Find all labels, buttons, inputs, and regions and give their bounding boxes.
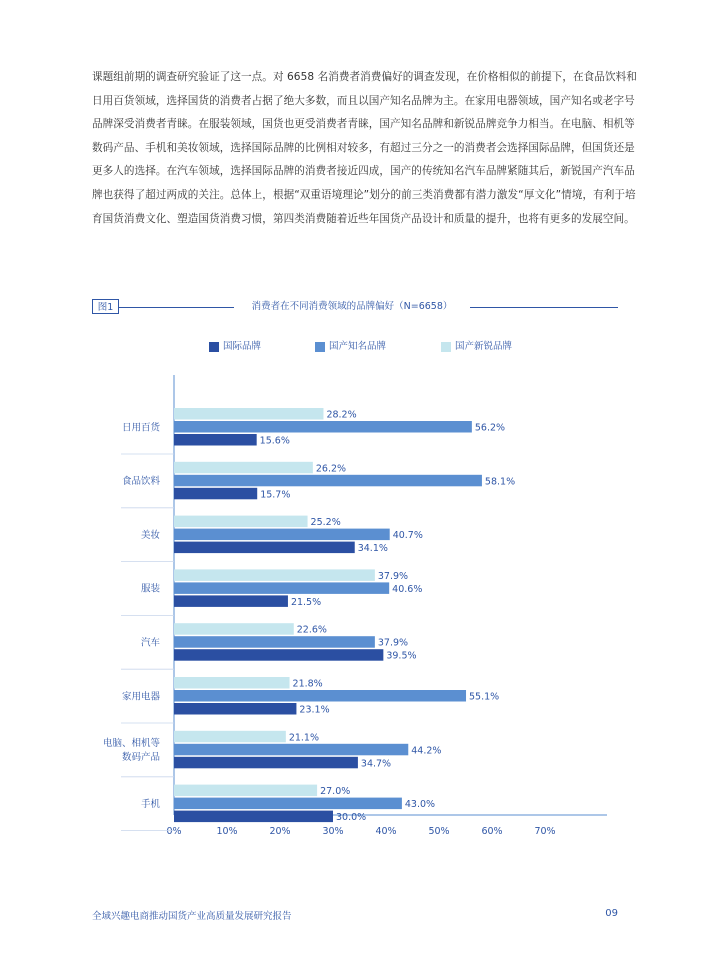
bar-value-label: 34.1% bbox=[357, 543, 388, 555]
bar-value-label: 55.1% bbox=[469, 691, 500, 703]
bar-value-label: 44.2% bbox=[411, 745, 442, 757]
bar-value-label: 40.7% bbox=[392, 530, 423, 542]
bar bbox=[174, 582, 389, 594]
bar-value-label: 39.5% bbox=[386, 650, 417, 662]
x-tick-label: 20% bbox=[269, 826, 291, 837]
bar bbox=[174, 569, 375, 581]
x-tick-label: 70% bbox=[534, 826, 556, 837]
legend-label-domestic-known: 国产知名品牌 bbox=[329, 341, 387, 352]
bar-value-label: 37.9% bbox=[377, 570, 409, 582]
bar bbox=[174, 488, 257, 500]
legend-label-intl: 国际品牌 bbox=[223, 341, 262, 352]
bar-value-label: 21.5% bbox=[290, 596, 322, 608]
bar bbox=[174, 677, 290, 689]
bar bbox=[174, 798, 402, 810]
bar-value-label: 40.6% bbox=[392, 583, 423, 595]
category-label: 食品饮料 bbox=[121, 476, 160, 488]
bar bbox=[174, 542, 355, 554]
bar bbox=[174, 516, 308, 528]
category-label: 日用百货 bbox=[121, 422, 160, 434]
category-label: 汽车 bbox=[140, 637, 160, 649]
footer-report-title: 全域兴趣电商推动国货产业高质量发展研究报告 bbox=[92, 911, 292, 922]
bar bbox=[174, 785, 317, 797]
category-label: 手机 bbox=[140, 798, 160, 810]
x-tick-label: 30% bbox=[322, 826, 344, 837]
bar-value-label: 27.0% bbox=[320, 786, 351, 798]
bar bbox=[174, 421, 472, 433]
bar-value-label: 25.2% bbox=[310, 517, 341, 529]
bar-value-label: 26.2% bbox=[315, 463, 347, 475]
x-tick-label: 0% bbox=[166, 826, 182, 837]
bar bbox=[174, 408, 323, 420]
bar bbox=[174, 744, 408, 756]
bar bbox=[174, 757, 358, 769]
bar-value-label: 23.1% bbox=[299, 704, 330, 716]
category-label: 家用电器 bbox=[121, 691, 160, 703]
bar bbox=[174, 595, 288, 607]
bar bbox=[174, 475, 482, 487]
category-label: 电脑、相机等 bbox=[102, 738, 160, 750]
category-label: 服装 bbox=[140, 583, 160, 595]
bar bbox=[174, 636, 375, 648]
bar bbox=[174, 811, 333, 823]
bar bbox=[174, 462, 313, 474]
bar-value-label: 15.7% bbox=[260, 489, 291, 501]
bar-value-label: 30.0% bbox=[336, 812, 367, 824]
bar-value-label: 15.6% bbox=[259, 435, 290, 447]
bar-value-label: 21.1% bbox=[288, 732, 320, 744]
bar-value-label: 28.2% bbox=[326, 409, 357, 421]
bar-value-label: 21.8% bbox=[292, 678, 323, 690]
bar bbox=[174, 703, 296, 715]
bar-value-label: 43.0% bbox=[404, 799, 436, 811]
body-paragraph: 课题组前期的调查研究验证了这一点。对 6658 名消费者消费偏好的调查发现，在价格相似的前提下，在食品饮料和日用百货领域，选择国货的消费者占据了绝大多数，而且以国产知名品牌为主。在家用电器领域，国产知名或老字号品牌深受消费者青睐。在服装领域，国货也更受消费者青睐，国产知名品牌和新锐品牌竞争力相当。在电脑、相机等数码产品、手机和美妆领域，选择国际品牌的比例相对较多，有超过三分之一的消费者会选择国际品牌，但国货还是更多人的选择。在汽车领域，选择国际品牌的消费者接近四成，国产的传统知名汽车品牌紧随其后，新锐国产汽车品牌也获得了超过两成的关注。总体上，根据“双重语境理论”划分的前三类消费都有潜力激发“厚文化”情境，有利于培育国货消费文化、塑造国货消费习惯，第四类消费随着近些年国货产品设计和质量的提升，也将有更多的发展空间。 bbox=[92, 71, 637, 225]
legend-label-domestic-new: 国产新锐品牌 bbox=[455, 341, 513, 352]
bar-value-label: 37.9% bbox=[377, 637, 409, 649]
bar bbox=[174, 623, 294, 635]
bar bbox=[174, 434, 257, 446]
bar bbox=[174, 690, 466, 702]
bar bbox=[174, 731, 286, 743]
footer-page-number: 09 bbox=[605, 908, 618, 919]
x-tick-label: 60% bbox=[481, 826, 503, 837]
x-tick-label: 50% bbox=[428, 826, 450, 837]
bar bbox=[174, 649, 383, 661]
bar-value-label: 34.7% bbox=[360, 758, 392, 770]
figure-label: 图1 bbox=[92, 299, 119, 314]
bar-value-label: 22.6% bbox=[296, 624, 327, 636]
category-label: 数码产品 bbox=[121, 752, 160, 764]
figure-title: 消费者在不同消费领域的品牌偏好（N=6658） bbox=[251, 301, 453, 312]
x-tick-label: 40% bbox=[375, 826, 397, 837]
bar-value-label: 56.2% bbox=[474, 422, 506, 434]
bar bbox=[174, 529, 390, 541]
category-label: 美妆 bbox=[140, 529, 160, 541]
bar-value-label: 58.1% bbox=[484, 476, 516, 488]
x-tick-label: 10% bbox=[216, 826, 238, 837]
